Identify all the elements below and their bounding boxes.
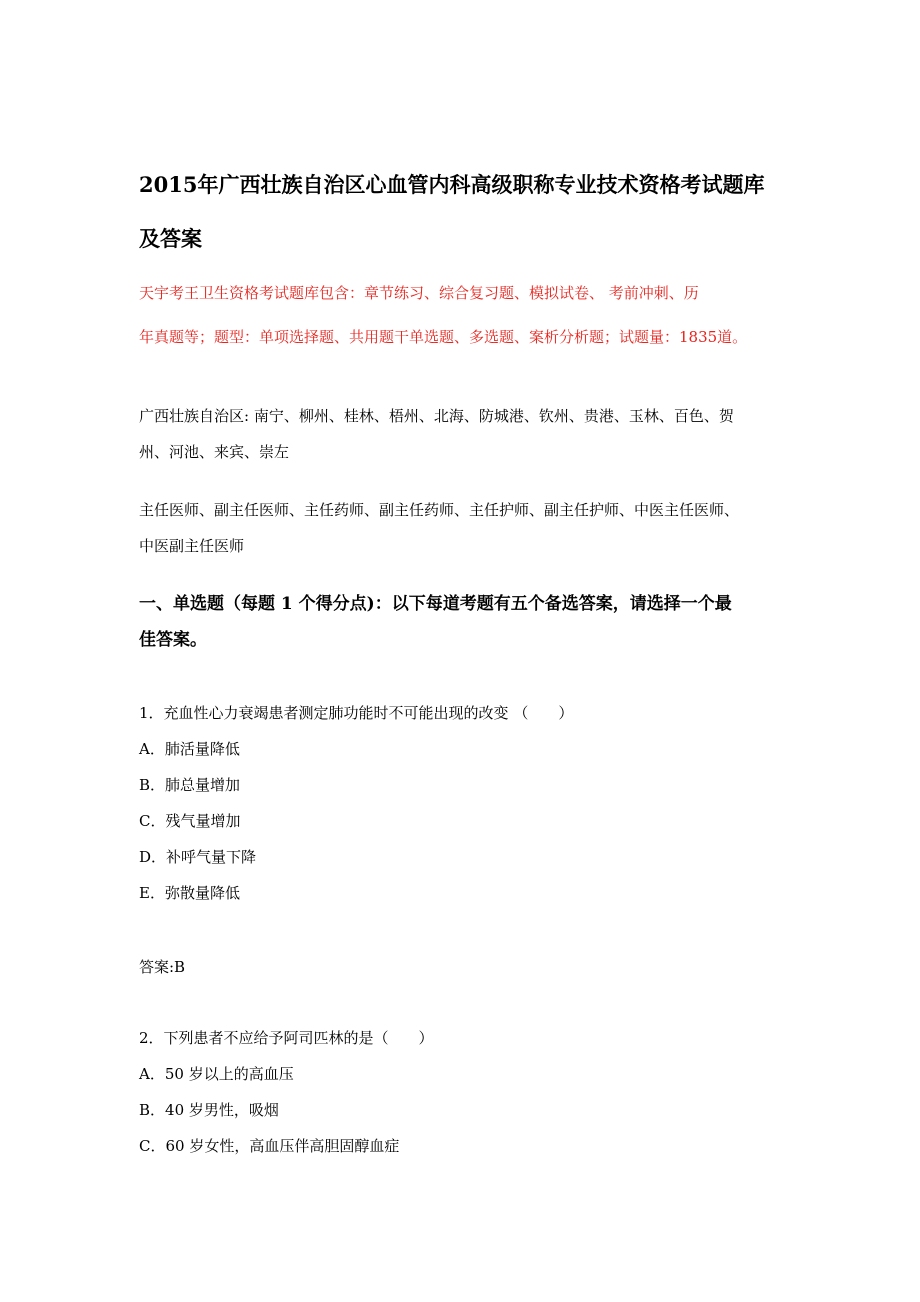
region-paragraph	[139, 398, 789, 470]
section-line-2: 佳答案。	[139, 630, 207, 650]
title-line-1: 2015年广西壮族自治区心血管内科高级职称专业技术资格考试题库	[139, 172, 765, 197]
promo-line-1: 天宇考王卫生资格考试题库包含：章节练习、综合复习题、模拟试卷、 考前冲刺、历	[139, 284, 699, 302]
question-1-option-e: E．弥散量降低	[139, 884, 240, 902]
question-1-option-a: A．肺活量降低	[139, 740, 240, 758]
titles-line-2: 中医副主任医师	[139, 537, 245, 555]
question-1-answer: 答案:B	[139, 958, 186, 976]
titles-line-1: 主任医师、副主任医师、主任药师、副主任药师、主任护师、副主任护师、中医主任医师、	[139, 501, 740, 519]
question-2-option-a: A．50 岁以上的高血压	[139, 1065, 294, 1083]
question-2-option-c: C．60 岁女性，高血压伴高胆固醇血症	[139, 1137, 400, 1155]
section-line-1: 一、单选题（每题 1 个得分点)：以下每道考题有五个备选答案，请选择一个最	[139, 594, 732, 614]
section-heading	[139, 586, 789, 658]
promo-line-2: 年真题等；题型：单项选择题、共用题干单选题、多选题、案析分析题；试题量：1835道。	[139, 328, 748, 346]
question-1-stem: 1．充血性心力衰竭患者测定肺功能时不可能出现的改变 （ ）	[139, 704, 574, 722]
promo-text	[139, 271, 789, 359]
question-2-option-b: B．40 岁男性，吸烟	[139, 1101, 279, 1119]
document-title	[139, 158, 789, 266]
title-line-2: 及答案	[139, 226, 202, 251]
question-1-option-d: D．补呼气量下降	[139, 848, 257, 866]
question-2-stem: 2．下列患者不应给予阿司匹林的是（ ）	[139, 1029, 434, 1047]
region-line-1: 广西壮族自治区: 南宁、柳州、桂林、梧州、北海、防城港、钦州、贵港、玉林、百色、贺	[139, 407, 734, 425]
question-1-option-c: C．残气量增加	[139, 812, 241, 830]
region-line-2: 州、河池、来宾、崇左	[139, 443, 290, 461]
question-1-option-b: B．肺总量增加	[139, 776, 241, 794]
titles-paragraph	[139, 492, 789, 564]
